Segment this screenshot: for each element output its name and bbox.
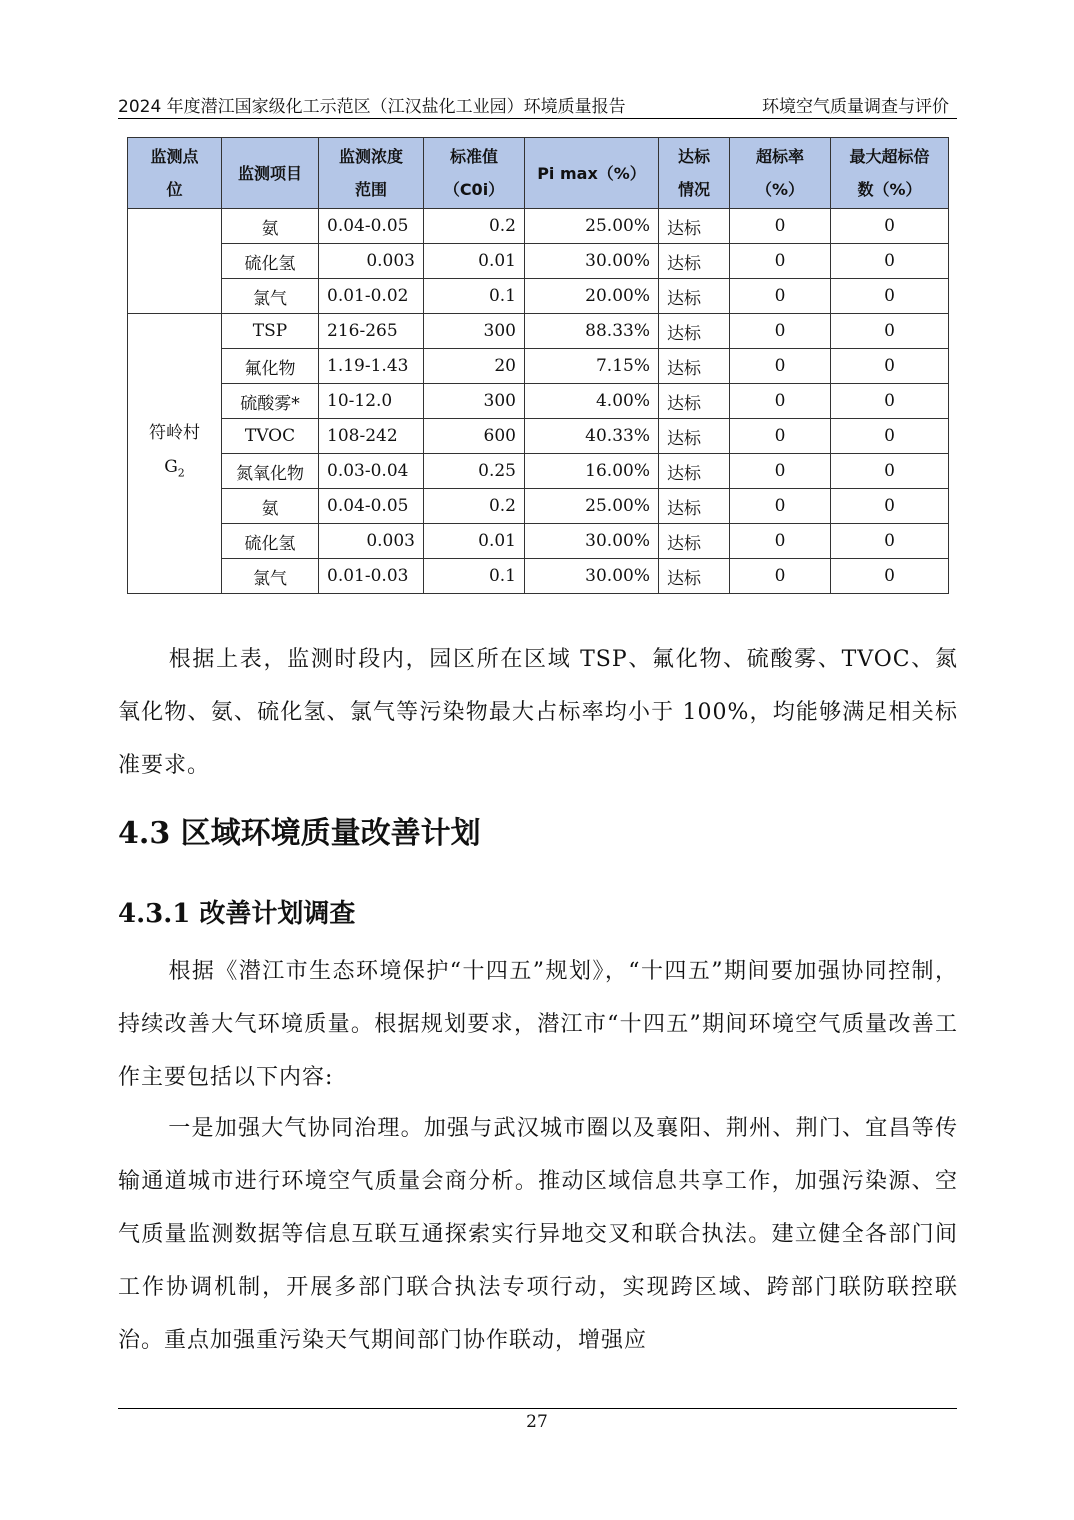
range-cell: 0.03-0.04 <box>319 454 424 489</box>
range-cell: 0.01-0.02 <box>319 279 424 314</box>
table-row <box>128 349 949 384</box>
status-cell: 达标 <box>659 559 730 594</box>
table-row <box>128 244 949 279</box>
status-cell: 达标 <box>659 419 730 454</box>
range-cell: 0.003 <box>319 524 424 559</box>
item-cell: TVOC <box>222 419 319 454</box>
paragraph-plan-intro: 根据《潜江市生态环境保护“十四五”规划》，“十四五”期间要加强协同控制，持续改善大气环境质量。根据规划要求，潜江市“十四五”期间环境空气质量改善工作主要包括以下内容: <box>118 959 958 1090</box>
std-cell: 0.01 <box>424 244 525 279</box>
multiple-cell: 0 <box>831 314 949 349</box>
header-section-title: 环境空气质量调查与评价 <box>762 97 949 117</box>
rate-cell: 0 <box>730 419 831 454</box>
col-header-multiple: 最大超标倍 数（%） <box>831 138 949 209</box>
multiple-cell: 0 <box>831 209 949 244</box>
range-cell: 0.003 <box>319 244 424 279</box>
paragraph-summary: 根据上表，监测时段内，园区所在区域 TSP、氟化物、硫酸雾、TVOC、氮氧化物、氨、硫化氢、氯气等污染物最大占标率均小于 100%，均能够满足相关标准要求。 <box>118 647 958 778</box>
status-cell: 达标 <box>659 244 730 279</box>
item-cell: TSP <box>222 314 319 349</box>
page-number: 27 <box>526 1412 548 1432</box>
pmax-cell: 88.33% <box>525 314 659 349</box>
pmax-cell: 30.00% <box>525 524 659 559</box>
std-cell: 300 <box>424 384 525 419</box>
table-row <box>128 419 949 454</box>
table-row <box>128 559 949 594</box>
col-header-rate: 超标率 （%） <box>730 138 831 209</box>
item-cell: 氨 <box>222 489 319 524</box>
status-cell: 达标 <box>659 384 730 419</box>
site-cell <box>128 314 222 594</box>
paragraph-plan-item-1: 一是加强大气协同治理。加强与武汉城市圈以及襄阳、荆州、荆门、宜昌等传输通道城市进行环境空气质量会商分析。推动区域信息共享工作，加强污染源、空气质量监测数据等信息互联互通探索实行异地交叉和联合执法。建立健全各部门间工作协调机制，开展多部门联合执法专项行动，实现跨区域、跨部门联防联控联治。重点加强重污染天气期间部门协作联动，增强应 <box>118 1116 958 1353</box>
multiple-cell: 0 <box>831 454 949 489</box>
site-code: G <box>164 457 178 478</box>
table-row <box>128 384 949 419</box>
rate-cell: 0 <box>730 314 831 349</box>
item-cell: 氯气 <box>222 279 319 314</box>
rate-cell: 0 <box>730 384 831 419</box>
multiple-cell: 0 <box>831 489 949 524</box>
item-cell: 氟化物 <box>222 349 319 384</box>
pmax-cell: 40.33% <box>525 419 659 454</box>
footer-divider <box>118 1408 957 1409</box>
table-row <box>128 209 949 244</box>
pmax-cell: 7.15% <box>525 349 659 384</box>
std-cell: 0.1 <box>424 559 525 594</box>
rate-cell: 0 <box>730 489 831 524</box>
item-cell: 氯气 <box>222 559 319 594</box>
range-cell: 0.04-0.05 <box>319 489 424 524</box>
item-cell: 硫化氢 <box>222 244 319 279</box>
item-cell: 硫化氢 <box>222 524 319 559</box>
std-cell: 0.1 <box>424 279 525 314</box>
multiple-cell: 0 <box>831 349 949 384</box>
item-cell: 硫酸雾* <box>222 384 319 419</box>
pmax-cell: 25.00% <box>525 489 659 524</box>
status-cell: 达标 <box>659 524 730 559</box>
status-cell: 达标 <box>659 314 730 349</box>
col-header-pmax: Pi max（%） <box>525 138 659 209</box>
table-row <box>128 454 949 489</box>
rate-cell: 0 <box>730 209 831 244</box>
col-header-range: 监测浓度 范围 <box>319 138 424 209</box>
std-cell: 0.01 <box>424 524 525 559</box>
multiple-cell: 0 <box>831 244 949 279</box>
rate-cell: 0 <box>730 244 831 279</box>
std-cell: 0.25 <box>424 454 525 489</box>
heading-4-3: 4.3 区域环境质量改善计划 <box>118 816 481 851</box>
col-header-status: 达标 情况 <box>659 138 730 209</box>
range-cell: 1.19-1.43 <box>319 349 424 384</box>
std-cell: 0.2 <box>424 489 525 524</box>
multiple-cell: 0 <box>831 524 949 559</box>
rate-cell: 0 <box>730 349 831 384</box>
site-name: 符岭村 <box>149 423 200 444</box>
status-cell: 达标 <box>659 349 730 384</box>
status-cell: 达标 <box>659 209 730 244</box>
std-cell: 300 <box>424 314 525 349</box>
col-header-std: 标准值 （C0i） <box>424 138 525 209</box>
col-header-site: 监测点 位 <box>128 138 222 209</box>
table-header-row <box>128 138 949 209</box>
range-cell: 10-12.0 <box>319 384 424 419</box>
multiple-cell: 0 <box>831 384 949 419</box>
range-cell: 216-265 <box>319 314 424 349</box>
rate-cell: 0 <box>730 454 831 489</box>
site-code-subscript: 2 <box>177 466 185 480</box>
pmax-cell: 30.00% <box>525 559 659 594</box>
item-cell: 氨 <box>222 209 319 244</box>
item-cell: 氮氧化物 <box>222 454 319 489</box>
status-cell: 达标 <box>659 454 730 489</box>
air-quality-table <box>127 137 949 594</box>
rate-cell: 0 <box>730 279 831 314</box>
col-header-item: 监测项目 <box>222 138 319 209</box>
range-cell: 108-242 <box>319 419 424 454</box>
pmax-cell: 16.00% <box>525 454 659 489</box>
pmax-cell: 20.00% <box>525 279 659 314</box>
table-row <box>128 279 949 314</box>
heading-4-3-1: 4.3.1 改善计划调查 <box>118 899 356 929</box>
range-cell: 0.01-0.03 <box>319 559 424 594</box>
pmax-cell: 25.00% <box>525 209 659 244</box>
range-cell: 0.04-0.05 <box>319 209 424 244</box>
pmax-cell: 30.00% <box>525 244 659 279</box>
std-cell: 600 <box>424 419 525 454</box>
table-row <box>128 489 949 524</box>
table-row <box>128 314 949 349</box>
multiple-cell: 0 <box>831 419 949 454</box>
rate-cell: 0 <box>730 524 831 559</box>
multiple-cell: 0 <box>831 279 949 314</box>
rate-cell: 0 <box>730 559 831 594</box>
page-header <box>118 90 957 119</box>
multiple-cell: 0 <box>831 559 949 594</box>
site-cell <box>128 209 222 314</box>
header-report-title: 2024 年度潜江国家级化工示范区（江汉盐化工业园）环境质量报告 <box>118 97 626 117</box>
std-cell: 20 <box>424 349 525 384</box>
status-cell: 达标 <box>659 279 730 314</box>
pmax-cell: 4.00% <box>525 384 659 419</box>
std-cell: 0.2 <box>424 209 525 244</box>
status-cell: 达标 <box>659 489 730 524</box>
table-row <box>128 524 949 559</box>
